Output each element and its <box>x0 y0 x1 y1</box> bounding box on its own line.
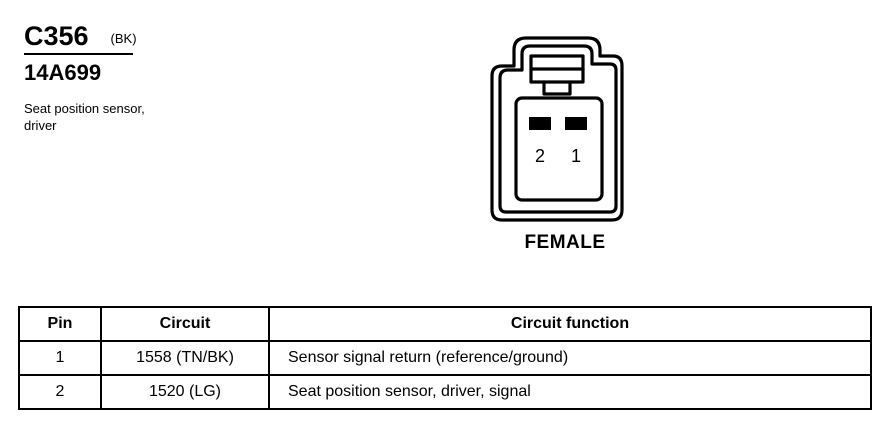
connector-gender-caption: FEMALE <box>524 232 606 253</box>
table-row <box>19 375 871 409</box>
connector-id: C356 <box>24 21 89 51</box>
connector-id-row <box>24 22 324 50</box>
connector-description: Seat position sensor, driver <box>24 100 145 134</box>
cell-circuit-function: Seat position sensor, driver, signal <box>269 375 871 409</box>
column-header-circuit-function: Circuit function <box>269 307 871 341</box>
cell-pin: 1 <box>19 341 101 375</box>
header-divider <box>24 53 133 55</box>
column-header-circuit: Circuit <box>101 307 269 341</box>
cell-circuit: 1558 (TN/BK) <box>101 341 269 375</box>
table-row <box>19 341 871 375</box>
column-header-pin: Pin <box>19 307 101 341</box>
cell-circuit-function: Sensor signal return (reference/ground) <box>269 341 871 375</box>
pin-table <box>18 306 872 410</box>
pin-label-2: 2 <box>534 146 546 166</box>
table-header-row <box>19 307 871 341</box>
cell-pin: 2 <box>19 375 101 409</box>
part-number: 14A699 <box>24 60 102 86</box>
cell-circuit: 1520 (LG) <box>101 375 269 409</box>
connector-color-code: (BK) <box>110 31 137 46</box>
pin-label-1: 1 <box>570 146 582 166</box>
connector-header <box>24 22 324 135</box>
